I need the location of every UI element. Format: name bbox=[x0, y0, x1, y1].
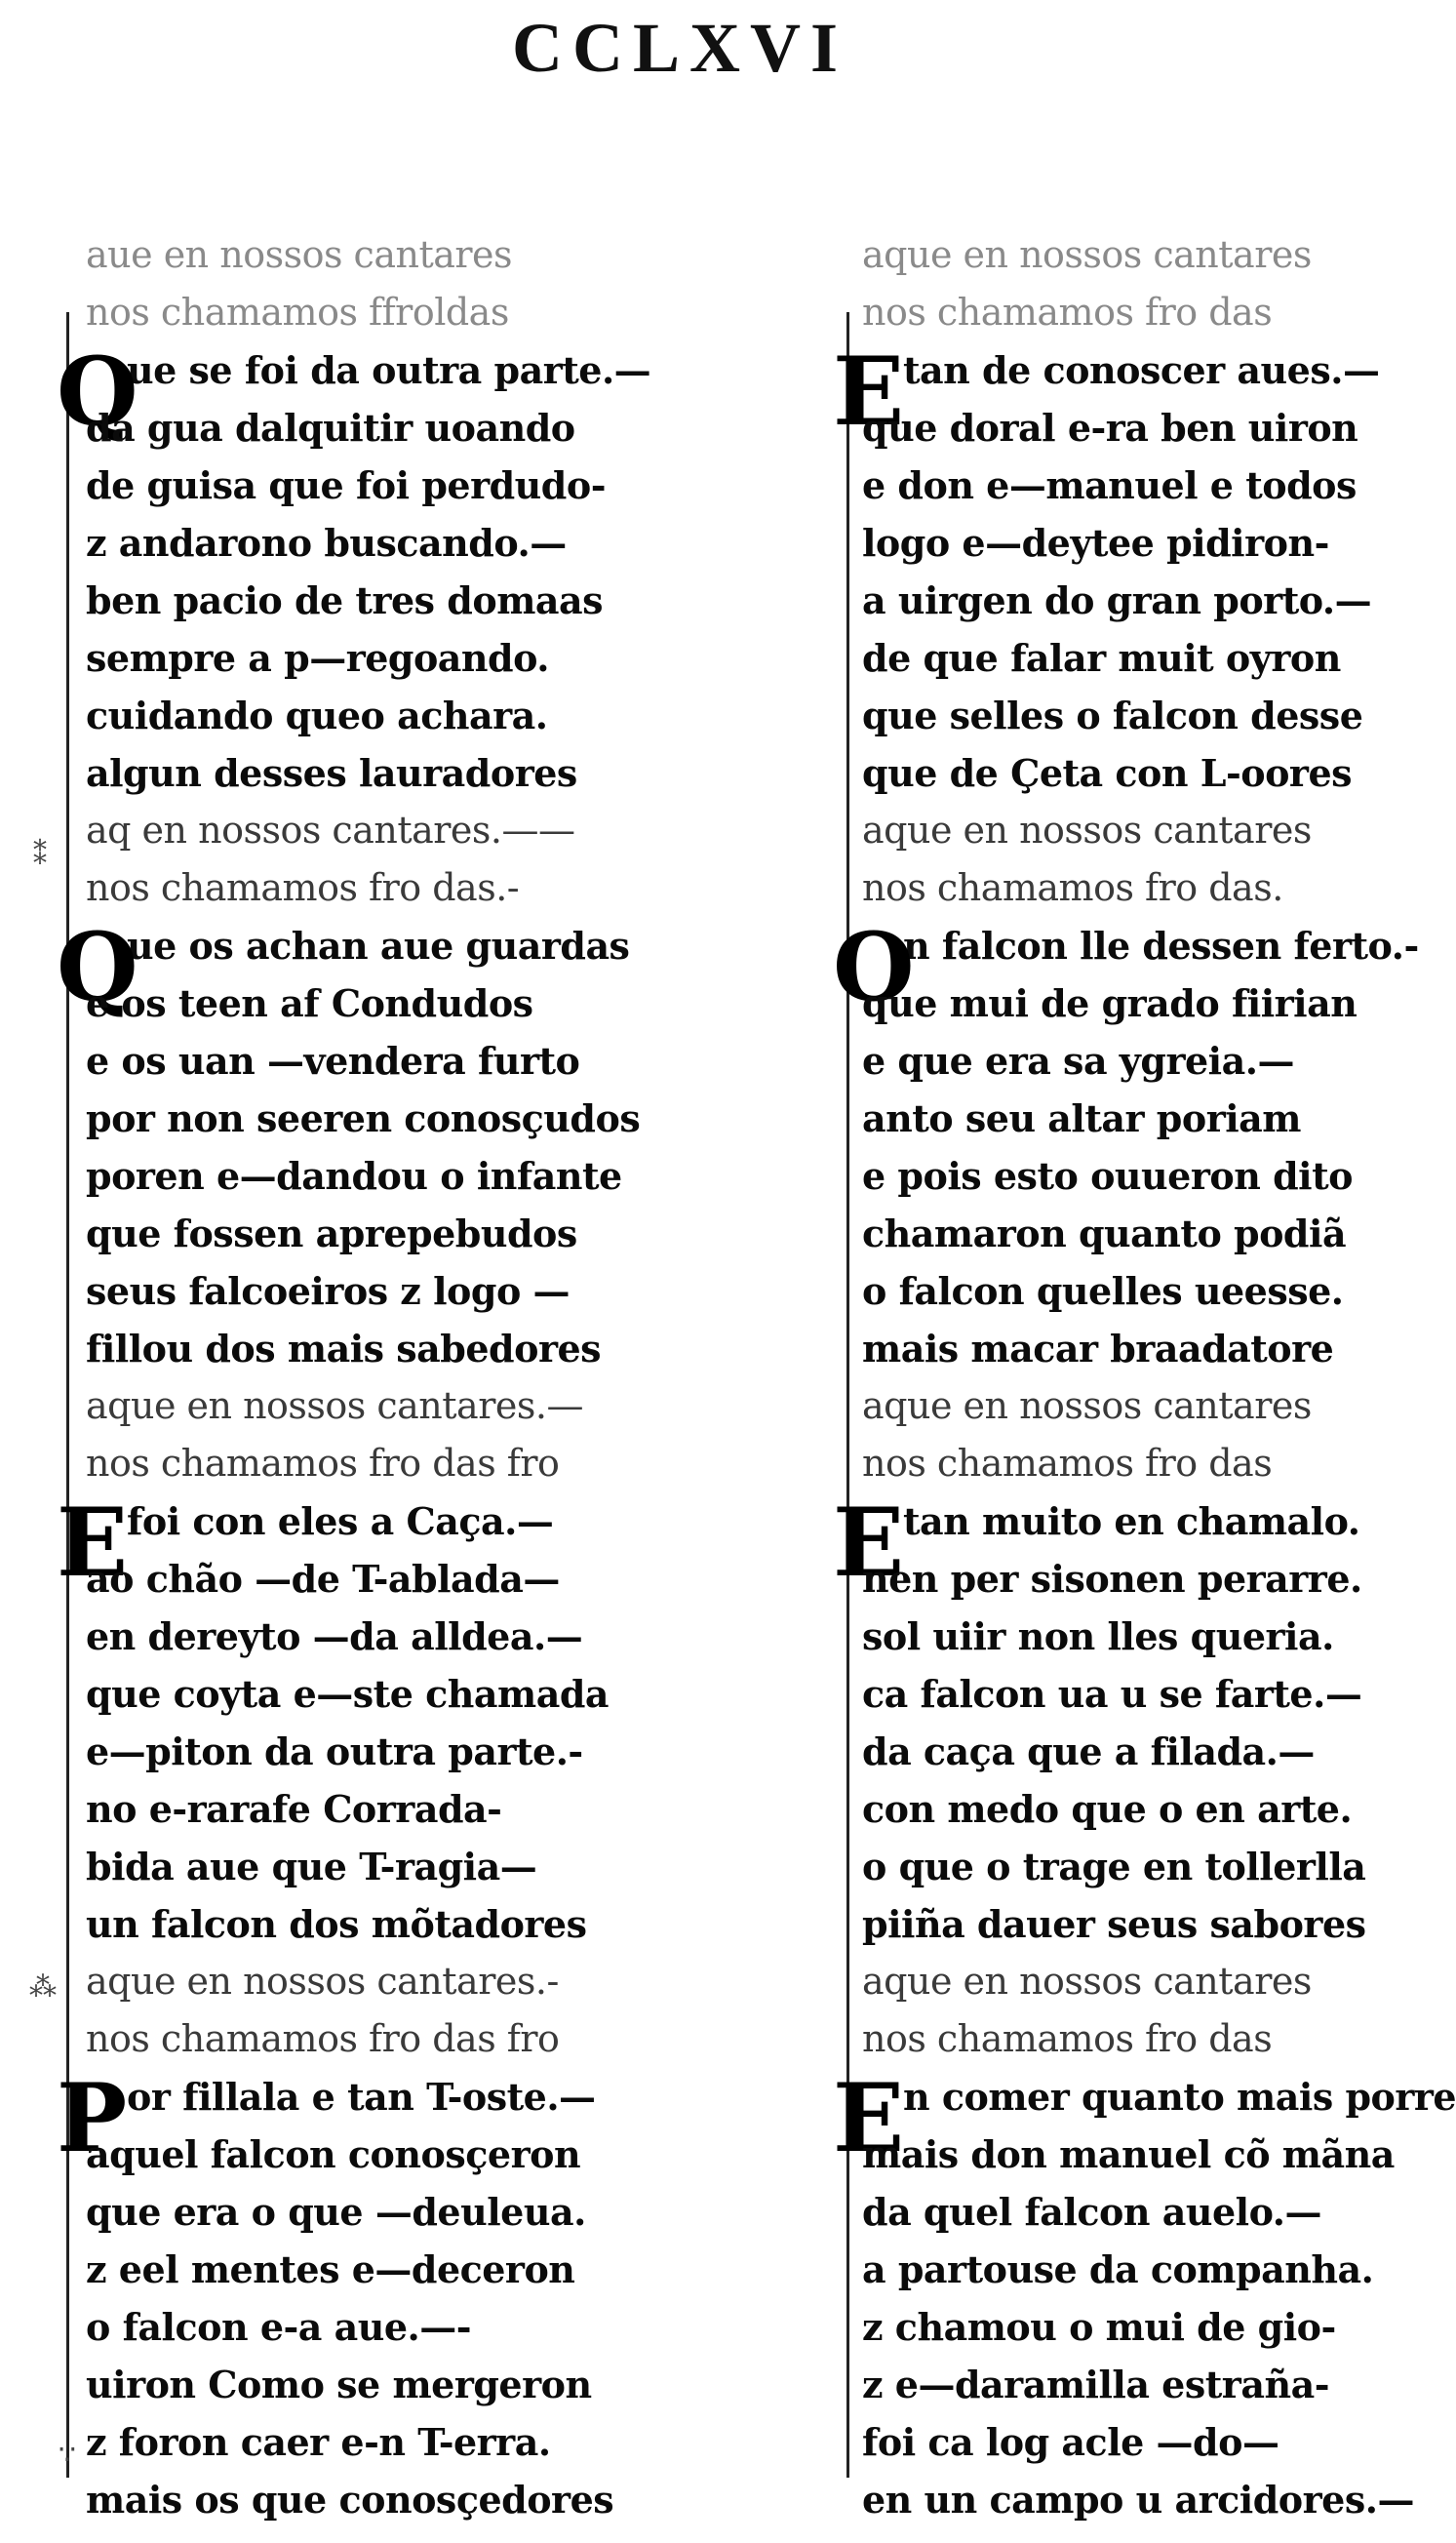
margin-flourish: ⁂ bbox=[29, 1970, 57, 2003]
decorated-initial: Q bbox=[57, 337, 138, 447]
text-line bbox=[846, 1665, 1393, 1723]
line-text: e que era sa ygreia.— bbox=[862, 1039, 1294, 1083]
line-text: nos chamamos fro das bbox=[862, 2017, 1273, 2060]
line-text: n falcon lle dessen ferto.- bbox=[903, 924, 1419, 968]
text-line bbox=[846, 629, 1393, 687]
text-column-right bbox=[833, 226, 1456, 2528]
decorated-initial: E bbox=[833, 337, 904, 447]
text-line bbox=[846, 226, 1393, 284]
text-line bbox=[846, 1608, 1393, 1665]
text-line bbox=[846, 2241, 1393, 2298]
line-text: nen per sisonen perarre. bbox=[862, 1557, 1362, 1601]
text-line bbox=[70, 1608, 616, 1665]
line-text: fillou dos mais sabedores bbox=[86, 1327, 602, 1371]
folio-number: CCLXVI bbox=[511, 9, 848, 87]
line-text: en un campo u arcidores.— bbox=[862, 2478, 1414, 2522]
text-line bbox=[846, 572, 1393, 629]
text-line bbox=[846, 284, 1393, 341]
text-line bbox=[70, 1147, 622, 1205]
line-text: z foron caer e-n T-erra. bbox=[86, 2420, 551, 2464]
text-line bbox=[846, 1953, 1393, 2010]
line-text: aque en nossos cantares bbox=[862, 809, 1312, 852]
line-text: bida aue que T-ragia— bbox=[86, 1845, 537, 1888]
text-line bbox=[70, 572, 616, 629]
text-line bbox=[70, 2241, 616, 2298]
text-line bbox=[70, 1665, 616, 1723]
text-line bbox=[846, 859, 1393, 917]
text-line bbox=[846, 399, 1393, 457]
text-line bbox=[846, 2183, 1393, 2241]
text-line bbox=[846, 1895, 1393, 1953]
text-line bbox=[846, 744, 1393, 802]
line-text: z chamou o mui de gio- bbox=[862, 2305, 1336, 2349]
margin-flourish: ⁑ bbox=[33, 839, 47, 871]
line-text: seus falcoeiros z logo — bbox=[86, 1269, 571, 1313]
text-line bbox=[846, 2413, 1393, 2471]
line-text: aue en nossos cantares bbox=[86, 233, 513, 276]
line-text: que mui de grado fiirian bbox=[862, 981, 1358, 1025]
line-text: tan muito en chamalo. bbox=[903, 1499, 1360, 1543]
line-text: a uirgen do gran porto.— bbox=[862, 578, 1372, 622]
line-text: foi con eles a Caça.— bbox=[127, 1499, 554, 1543]
line-text: poren e—dandou o infante bbox=[86, 1154, 622, 1198]
text-line bbox=[70, 284, 616, 341]
text-line bbox=[846, 1205, 1393, 1262]
text-line bbox=[70, 974, 616, 1032]
line-text: que era o que —deuleua. bbox=[86, 2190, 586, 2234]
line-text: aque en nossos cantares bbox=[862, 1960, 1312, 2003]
line-text: da gua dalquitir uoando bbox=[86, 406, 575, 450]
text-line bbox=[846, 1723, 1393, 1780]
line-text: logo e—deytee pidiron- bbox=[862, 521, 1329, 565]
line-text: a partouse da companha. bbox=[862, 2247, 1374, 2291]
text-line bbox=[70, 1262, 616, 1320]
text-line bbox=[70, 1550, 616, 1608]
line-text: mais don manuel cõ mãna bbox=[862, 2132, 1395, 2176]
line-text: or fillala e tan T-oste.— bbox=[127, 2075, 596, 2119]
decorated-initial: P bbox=[57, 2063, 127, 2173]
line-text: z andarono buscando.— bbox=[86, 521, 567, 565]
line-text: z eel mentes e—deceron bbox=[86, 2247, 575, 2291]
line-text: e don e—manuel e todos bbox=[862, 463, 1357, 507]
decorated-initial: E bbox=[57, 1488, 128, 1598]
text-line bbox=[70, 1032, 616, 1090]
line-text: algun desses lauradores bbox=[86, 751, 577, 795]
line-text: nos chamamos fro das.- bbox=[86, 866, 520, 909]
text-line bbox=[70, 2010, 616, 2068]
line-text: sempre a p—regoando. bbox=[86, 636, 550, 680]
line-text: sol uiir non lles queria. bbox=[862, 1614, 1334, 1658]
decorated-initial: E bbox=[833, 1488, 904, 1598]
line-text: e os teen af Condudos bbox=[86, 981, 533, 1025]
margin-flourish: ∵ bbox=[59, 2439, 76, 2471]
line-text: que doral e-ra ben uiron bbox=[862, 406, 1358, 450]
text-line bbox=[70, 399, 616, 457]
text-line bbox=[70, 2413, 616, 2471]
line-text: un falcon dos mõtadores bbox=[86, 1902, 587, 1946]
text-line bbox=[70, 457, 616, 514]
text-line bbox=[846, 1320, 1393, 1377]
text-column-left bbox=[57, 226, 651, 2528]
line-text: aq en nossos cantares.—— bbox=[86, 809, 575, 852]
text-line bbox=[70, 2356, 616, 2413]
text-line bbox=[846, 2010, 1393, 2068]
text-line bbox=[846, 1377, 1393, 1435]
line-text: nos chamamos fro das. bbox=[862, 866, 1283, 909]
line-text: aque en nossos cantares bbox=[862, 1384, 1312, 1427]
text-line bbox=[846, 2471, 1414, 2528]
text-line bbox=[70, 1205, 616, 1262]
line-text: aquel falcon conosçeron bbox=[86, 2132, 581, 2176]
line-text: da caça que a filada.— bbox=[862, 1729, 1315, 1773]
line-text: mais macar braadatore bbox=[862, 1327, 1334, 1371]
line-text: con medo que o en arte. bbox=[862, 1787, 1353, 1831]
line-text: piiña dauer seus sabores bbox=[862, 1902, 1366, 1946]
text-line bbox=[70, 514, 616, 572]
text-line bbox=[70, 1838, 616, 1895]
text-line bbox=[846, 2126, 1393, 2183]
line-text: por non seeren conosçudos bbox=[86, 1096, 641, 1140]
line-text: no e-rarafe Corrada- bbox=[86, 1787, 502, 1831]
text-line bbox=[70, 226, 616, 284]
line-text: z e—daramilla estraña- bbox=[862, 2363, 1329, 2406]
text-line bbox=[70, 1953, 616, 2010]
text-line bbox=[70, 1320, 616, 1377]
text-line bbox=[70, 1090, 641, 1147]
line-text: e pois esto ouueron dito bbox=[862, 1154, 1353, 1198]
text-line bbox=[846, 514, 1393, 572]
text-line bbox=[846, 457, 1393, 514]
line-text: nos chamamos fro das fro bbox=[86, 1442, 560, 1485]
line-text: cuidando queo achara. bbox=[86, 694, 548, 737]
line-text: anto seu altar poriam bbox=[862, 1096, 1301, 1140]
text-line bbox=[846, 1090, 1393, 1147]
text-line bbox=[846, 1550, 1393, 1608]
text-line bbox=[70, 859, 616, 917]
line-text: n comer quanto mais porre bbox=[903, 2075, 1456, 2119]
decorated-initial: O bbox=[833, 912, 915, 1022]
line-text: aque en nossos cantares bbox=[862, 233, 1312, 276]
line-text: o falcon quelles ueesse. bbox=[862, 1269, 1344, 1313]
text-line bbox=[70, 802, 616, 859]
text-line bbox=[70, 2471, 616, 2528]
text-line bbox=[846, 2298, 1393, 2356]
text-line bbox=[846, 802, 1393, 859]
line-text: aque en nossos cantares.- bbox=[86, 1960, 559, 2003]
line-text: nos chamamos fro das bbox=[862, 1442, 1273, 1485]
line-text: ao chão —de T-ablada— bbox=[86, 1557, 560, 1601]
text-line bbox=[846, 2356, 1393, 2413]
line-text: nos chamamos fro das fro bbox=[86, 2017, 560, 2060]
text-line bbox=[70, 1780, 616, 1838]
text-line bbox=[70, 687, 616, 744]
line-text: uiron Como se mergeron bbox=[86, 2363, 592, 2406]
text-line bbox=[70, 744, 616, 802]
text-line bbox=[70, 2183, 616, 2241]
text-line bbox=[70, 2298, 616, 2356]
text-line bbox=[846, 1262, 1393, 1320]
line-text: chamaron quanto podiã bbox=[862, 1212, 1347, 1255]
line-text: ca falcon ua u se farte.— bbox=[862, 1672, 1362, 1716]
line-text: tan de conoscer aues.— bbox=[903, 348, 1380, 392]
decorated-initial: E bbox=[833, 2063, 904, 2173]
line-text: de guisa que foi perdudo- bbox=[86, 463, 606, 507]
text-line bbox=[70, 629, 616, 687]
text-line bbox=[70, 1723, 616, 1780]
text-line bbox=[846, 1435, 1393, 1492]
line-text: ben pacio de tres domaas bbox=[86, 578, 604, 622]
text-line bbox=[846, 974, 1393, 1032]
line-text: que selles o falcon desse bbox=[862, 694, 1363, 737]
line-text: mais os que conosçedores bbox=[86, 2478, 614, 2522]
text-line bbox=[70, 1377, 616, 1435]
text-line bbox=[70, 1435, 616, 1492]
line-text: que coyta e—ste chamada bbox=[86, 1672, 610, 1716]
line-text: que fossen aprepebudos bbox=[86, 1212, 577, 1255]
text-line bbox=[846, 1032, 1393, 1090]
line-text: nos chamamos ffroldas bbox=[86, 291, 509, 334]
line-text: e—piton da outra parte.- bbox=[86, 1729, 583, 1773]
line-text: en dereyto —da alldea.— bbox=[86, 1614, 583, 1658]
line-text: de que falar muit oyron bbox=[862, 636, 1341, 680]
line-text: o falcon e-a aue.—- bbox=[86, 2305, 472, 2349]
line-text: que de Çeta con L-oores bbox=[862, 751, 1353, 795]
text-line bbox=[846, 1147, 1393, 1205]
line-text: aque en nossos cantares.— bbox=[86, 1384, 583, 1427]
text-line bbox=[846, 1780, 1393, 1838]
text-line bbox=[846, 1838, 1393, 1895]
line-text: foi ca log acle —do— bbox=[862, 2420, 1279, 2464]
text-line bbox=[70, 1895, 616, 1953]
text-line bbox=[70, 2126, 616, 2183]
line-text: da quel falcon auelo.— bbox=[862, 2190, 1321, 2234]
line-text: o que o trage en tollerlla bbox=[862, 1845, 1366, 1888]
line-text: ue se foi da outra parte.— bbox=[127, 348, 651, 392]
line-text: ue os achan aue guardas bbox=[127, 924, 630, 968]
line-text: e os uan —vendera furto bbox=[86, 1039, 580, 1083]
decorated-initial: Q bbox=[57, 912, 138, 1022]
line-text: nos chamamos fro das bbox=[862, 291, 1273, 334]
text-line bbox=[846, 687, 1393, 744]
